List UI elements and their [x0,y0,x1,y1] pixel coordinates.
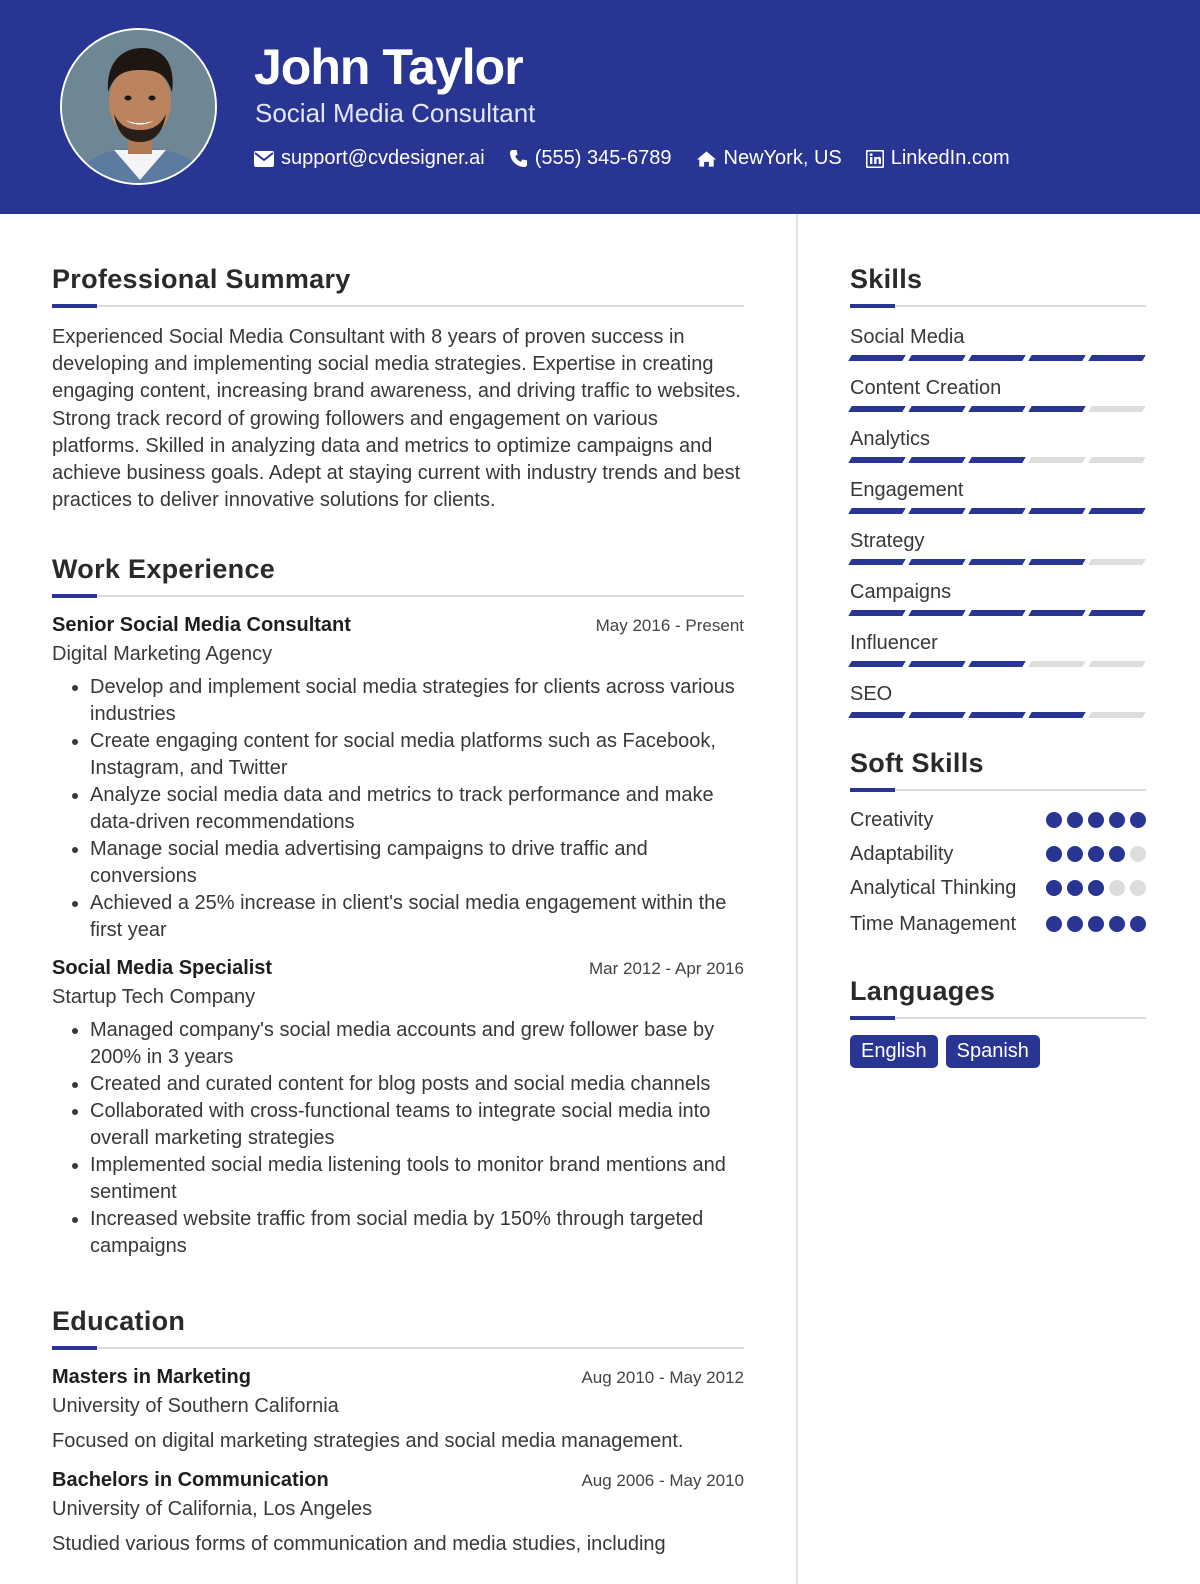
degree-title: Bachelors in Communication [52,1469,329,1492]
soft-skills-section [850,748,1146,938]
resume-header [0,0,1200,214]
skill-level-bar [850,661,1146,667]
level-dot [1109,846,1125,862]
contact-email[interactable] [254,147,485,170]
level-segment [1028,559,1085,565]
school-name: University of Southern California [52,1395,339,1418]
skill-item [850,476,1146,514]
soft-skill-level-dots [1046,916,1146,932]
level-segment [848,559,905,565]
job-company: Digital Marketing Agency [52,643,273,666]
summary-heading: Professional Summary [52,264,351,294]
education-date: Aug 2010 - May 2012 [581,1368,744,1388]
level-segment [848,610,905,616]
level-dot [1046,846,1062,862]
soft-skill-item [850,875,1146,902]
level-dot [1130,846,1146,862]
level-segment [1028,661,1085,667]
level-dot [1067,880,1083,896]
education-heading: Education [52,1306,186,1337]
section-rule [850,789,1146,791]
level-dot [1109,812,1125,828]
list-item: • Increased website traffic from social media by 150% through targeted campaigns [90,1206,744,1260]
soft-skills-heading: Soft Skills [850,748,984,778]
language-tags [850,1035,1146,1068]
level-segment [968,457,1025,463]
level-segment [848,661,905,667]
level-segment [1088,610,1145,616]
skills-list [850,323,1146,718]
job-entry [52,957,744,1260]
skill-item [850,527,1146,565]
skill-name: Campaigns [850,581,952,603]
soft-skill-level-dots [1046,846,1146,862]
skill-name: Social Media [850,326,965,348]
level-segment [908,712,965,718]
summary-section [52,264,744,514]
list-item: • Created and curated content for blog posts and social media channels [90,1071,744,1098]
level-segment [968,559,1025,565]
level-segment [968,661,1025,667]
linkedin-icon [866,150,884,168]
level-dot [1088,846,1104,862]
section-rule [52,305,744,307]
level-segment [848,406,905,412]
level-dot [1130,880,1146,896]
job-title: Social Media Specialist [52,957,273,980]
level-dot [1130,916,1146,932]
list-item: • Create engaging content for social media platforms such as Facebook, Instagram, and Twitter [90,728,744,782]
level-segment [848,355,905,361]
skill-level-bar [850,457,1146,463]
level-segment [1028,508,1085,514]
level-segment [908,457,965,463]
person-photo-icon [62,30,217,185]
skill-level-bar [850,559,1146,565]
level-segment [968,406,1025,412]
soft-skill-item [850,807,1146,834]
level-dot [1109,880,1125,896]
contact-linkedin-text: LinkedIn.com [890,147,1010,169]
level-segment [908,355,965,361]
languages-section [850,976,1146,1068]
soft-skill-name: Time Management [850,913,1016,935]
job-bullets [52,1017,744,1260]
job-date: May 2016 - Present [595,616,744,636]
contact-linkedin[interactable] [866,147,1010,170]
skills-heading: Skills [850,264,923,294]
column-divider [796,214,798,1584]
level-segment [968,355,1025,361]
soft-skill-name: Analytical Thinking [850,877,1017,899]
level-segment [1088,355,1145,361]
skill-level-bar [850,610,1146,616]
list-item: • Managed company's social media accounts and grew follower base by 200% in 3 years [90,1017,744,1071]
level-segment [848,712,905,718]
education-description: Studied various forms of communication and media studies, including [52,1533,666,1556]
level-segment [968,712,1025,718]
level-segment [1028,457,1085,463]
list-item: • Achieved a 25% increase in client's social media engagement within the first year [90,890,744,944]
level-segment [1028,355,1085,361]
contact-row [254,147,1010,170]
education-date: Aug 2006 - May 2010 [581,1471,744,1491]
soft-skill-name: Creativity [850,809,934,831]
education-description: Focused on digital marketing strategies and social media management. [52,1430,684,1453]
side-column [850,264,1146,1068]
skill-name: Strategy [850,530,925,552]
level-dot [1088,916,1104,932]
soft-skill-item [850,911,1146,938]
school-name: University of California, Los Angeles [52,1498,373,1521]
skill-item [850,578,1146,616]
list-item: • Develop and implement social media strategies for clients across various industries [90,674,744,728]
phone-icon [509,149,528,168]
level-dot [1046,916,1062,932]
education-entry [52,1366,744,1455]
section-rule [52,595,744,597]
degree-title: Masters in Marketing [52,1366,251,1389]
level-segment [908,661,965,667]
candidate-title: Social Media Consultant [255,98,536,128]
level-segment [1028,610,1085,616]
skill-name: Analytics [850,428,931,450]
section-rule [52,1347,744,1349]
section-rule [850,305,1146,307]
level-segment [908,406,965,412]
level-segment [1088,508,1145,514]
main-column [52,264,744,1558]
skill-name: Content Creation [850,377,1002,399]
contact-phone[interactable] [509,147,672,170]
list-item: • Implemented social media listening tools to monitor brand mentions and sentiment [90,1152,744,1206]
skill-level-bar [850,508,1146,514]
skill-level-bar [850,406,1146,412]
skill-item [850,629,1146,667]
soft-skill-level-dots [1046,880,1146,896]
level-dot [1088,880,1104,896]
contact-email-text: support@cvdesigner.ai [281,147,485,169]
skill-item [850,374,1146,412]
level-segment [1088,457,1145,463]
list-item: • Collaborated with cross-functional teams to integrate social media into overall marketing strategies [90,1098,744,1152]
soft-skill-name: Adaptability [850,843,954,865]
level-segment [908,559,965,565]
list-item: • Manage social media advertising campaigns to drive traffic and conversions [90,836,744,890]
level-dot [1067,916,1083,932]
level-dot [1130,812,1146,828]
skill-name: Influencer [850,632,938,654]
language-tag-spanish: Spanish [946,1035,1040,1068]
summary-text: Experienced Social Media Consultant with 8 years of proven success in developing and implementing social media strategies. Expertise in creating engaging content, increasing brand awareness, and driving traffic to websites. Strong track record of growing followers and engagement on various platforms. Skilled in analyzing data and metrics to optimize campaigns and achieve business goals. Adept at staying current with industry trends and best practices to deliver innovative solutions for clients. [52,326,741,512]
level-segment [908,508,965,514]
level-segment [848,508,905,514]
level-dot [1046,880,1062,896]
level-dot [1088,812,1104,828]
level-dot [1046,812,1062,828]
envelope-icon [254,151,274,167]
level-dot [1109,916,1125,932]
level-segment [1088,712,1145,718]
education-entry [52,1469,744,1558]
skill-item [850,680,1146,718]
skills-section [850,264,1146,718]
candidate-name: John Taylor [254,39,523,95]
skill-item [850,425,1146,463]
contact-location[interactable] [696,147,842,170]
level-segment [1088,559,1145,565]
level-segment [1088,406,1145,412]
list-item: • Analyze social media data and metrics to track performance and make data-driven recommendations [90,782,744,836]
level-dot [1067,846,1083,862]
job-company: Startup Tech Company [52,986,256,1009]
skill-name: Engagement [850,479,964,501]
level-segment [848,457,905,463]
skill-level-bar [850,712,1146,718]
level-segment [908,610,965,616]
home-icon [696,150,717,168]
contact-location-text: NewYork, US [723,147,842,169]
skill-level-bar [850,355,1146,361]
experience-section [52,554,744,1260]
language-tag-english: English [850,1035,938,1068]
job-entry [52,614,744,944]
languages-heading: Languages [850,976,996,1006]
job-bullets [52,674,744,944]
level-dot [1067,812,1083,828]
education-section [52,1306,744,1558]
level-segment [968,508,1025,514]
soft-skill-item [850,841,1146,868]
experience-heading: Work Experience [52,554,276,585]
level-segment [1028,712,1085,718]
skill-name: SEO [850,683,893,705]
job-date: Mar 2012 - Apr 2016 [589,959,744,979]
job-title: Senior Social Media Consultant [52,614,351,637]
level-segment [1088,661,1145,667]
soft-skill-level-dots [1046,812,1146,828]
level-segment [1028,406,1085,412]
level-segment [968,610,1025,616]
profile-photo [60,28,217,185]
skill-item [850,323,1146,361]
section-rule [850,1017,1146,1019]
contact-phone-text: (555) 345-6789 [534,147,672,169]
